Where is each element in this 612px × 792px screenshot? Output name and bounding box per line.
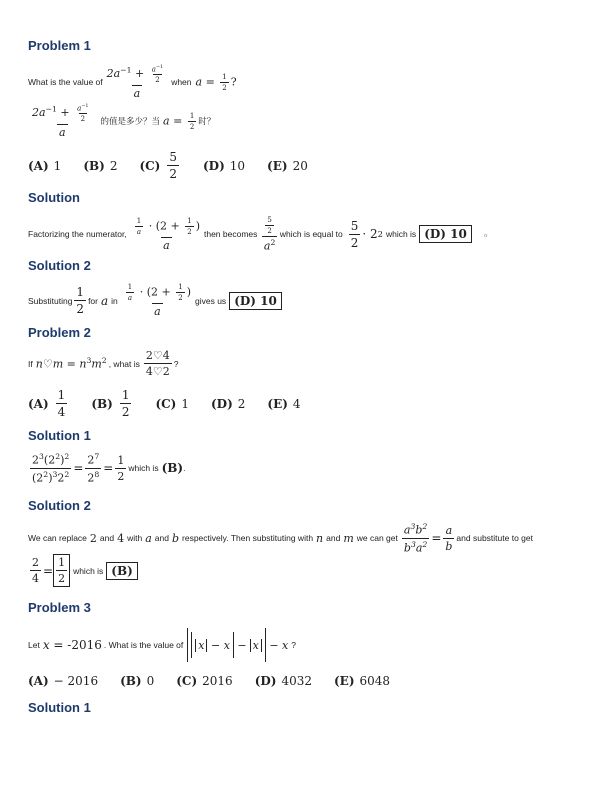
problem1-choice-e: (E) 20 [267, 158, 308, 173]
problem2-question: If n♡m = $n^3m^2$ , what is $\frac{2♡4}{4♡2}$ ? [28, 349, 179, 378]
problem1-question: What is the value of $2a^{-1}$ + $\frac{a^{-1}}{2}$ a when a = $\frac{1}{2}$ ? [28, 64, 237, 101]
problem2-solution2-answer: (B) [106, 562, 138, 580]
problem2-choice-d: (D) 2 [211, 396, 246, 411]
problem2-solution2-heading: Solution 2 [28, 498, 91, 513]
problem1-question-cn-text: 的值是多少？当 [100, 116, 161, 127]
problem2-solution1-heading: Solution 1 [28, 428, 91, 443]
problem1-choices [28, 150, 330, 181]
problem1-solution-heading: Solution [28, 190, 80, 205]
problem1-solution2-text4: gives us [195, 295, 227, 306]
problem2-solution1-which: which is [128, 463, 159, 474]
problem3-question-what: . What is the value of [103, 640, 184, 650]
problem3-choices [28, 674, 412, 688]
problem2-question-what: , what is [108, 358, 140, 369]
problem1-solution-text2: then becomes [203, 229, 258, 240]
problem3-question-value: -2016 [67, 638, 102, 652]
problem3-question-let: Let [28, 640, 40, 650]
problem3-choice-b: (B) 0 [120, 674, 155, 688]
problem1-solution-text1: Factorizing the numerator, [28, 229, 127, 240]
problem1-expression: $2a^{-1}$ + $\frac{a^{-1}}{2}$ a [106, 64, 164, 101]
problem1-solution2-text3: in [111, 295, 118, 306]
problem3-heading: Problem 3 [28, 600, 91, 615]
problem2-solution1-answer: (B) [161, 461, 184, 476]
problem2-solution2-text2: respectively. Then substituting with [182, 533, 314, 544]
problem2-solution2-which: which is [73, 565, 104, 576]
problem1-solution2-heading: Solution 2 [28, 258, 91, 273]
problem2-choices [28, 388, 323, 419]
problem3-choice-d: (D) 4032 [254, 674, 312, 688]
edit-icon[interactable]: ℴ [483, 229, 488, 239]
problem2-solution2-and2: and [154, 533, 169, 544]
problem2-solution2-and3: and [326, 533, 341, 544]
problem1-choice-c: (C) $\frac{5}{2}$ [139, 150, 177, 181]
problem1-solution-text: Factorizing the numerator, $\frac{1}{a}$ · (2 + $\frac{1}{2}$ ) a then becomes $\frac{\frac{5}{2}}{a^2}$ which is equal to $\frac{5}{2}$ · 2 2 which is (D) 10 ℴ [28, 216, 488, 253]
problem1-question-cn: $2a^{-1}$ + $\frac{a^{-1}}{2}$ a 的值是多少？当 a = $\frac{1}{2}$ 时？ [32, 103, 216, 140]
problem1-choice-b: (B) 2 [83, 158, 118, 173]
problem2-choice-e: (E) 4 [267, 396, 301, 411]
problem1-solution-fraction1: $\frac{1}{a}$ · (2 + $\frac{1}{2}$ ) a [136, 216, 200, 252]
problem1-solution2-text1: Substituting [28, 295, 73, 306]
problem2-solution2-text4: and substitute to get [456, 533, 533, 544]
problem3-solution1-heading: Solution 1 [28, 700, 91, 715]
problem1-question-prefix: What is the value of [28, 77, 103, 88]
problem1-solution2-fraction: $\frac{1}{a}$ · (2 + $\frac{1}{2}$ ) a [127, 283, 191, 318]
problem1-choice-a: (A) 1 [28, 158, 62, 173]
problem2-heading: Problem 2 [28, 325, 91, 340]
problem1-solution-fraction2: $\frac{\frac{5}{2}}{a^2}$ [263, 216, 276, 253]
problem3-choice-a: (A) − 2016 [28, 674, 99, 688]
problem3-choice-e: (E) 6048 [334, 674, 391, 688]
problem1-question-when: when [171, 77, 192, 88]
problem1-expression-cn: $2a^{-1}$ + $\frac{a^{-1}}{2}$ a [32, 103, 89, 140]
problem2-choice-a: (A) $\frac{1}{4}$ [28, 388, 66, 419]
problem2-solution1-text: $\frac{2^3(2^2)^2}{(2^2)^32^2}$ = $\frac{2^7}{2^8}$ = $\frac{1}{2}$ which is (B) . [32, 452, 186, 485]
problem2-solution2-text3: we can get [356, 533, 398, 544]
problem1-solution2-answer: (D) 10 [229, 292, 282, 310]
problem2-solution2-text1: We can replace [28, 533, 87, 544]
problem2-question-if: If [28, 358, 33, 369]
problem1-choice-d: (D) 10 [203, 158, 246, 173]
problem2-choice-b: (B) $\frac{1}{2}$ [91, 388, 130, 419]
problem1-question-cn-end: 时？ [198, 116, 216, 127]
problem2-choice-c: (C) 1 [155, 396, 189, 411]
problem1-solution2-text: Substituting $\frac{1}{2}$ for a in $\frac{1}{a}$ · (2 + $\frac{1}{2}$ ) a gives us (D) 10 [28, 283, 282, 318]
problem2-solution2-and1: and [99, 533, 115, 544]
problem2-solution2-with: with [127, 533, 143, 544]
problem1-solution-answer: (D) 10 [419, 225, 472, 243]
problem1-solution2-text2: for [88, 295, 98, 306]
problem2-solution2-result: $\frac{2}{4}$ = $\frac{1}{2}$ which is (B) [28, 554, 138, 587]
problem1-solution-text4: which is [385, 229, 417, 240]
problem1-heading: Problem 1 [28, 38, 91, 53]
problem3-question: Let x = -2016 . What is the value of x − x − x − x ? [28, 628, 296, 662]
problem3-choice-c: (C) 2016 [176, 674, 233, 688]
problem2-solution2-text: We can replace 2 and 4 with a and b respectively. Then substituting with n and m we can get $\frac{a^3b^2}{b^3a^2}$ = $\frac{a}{b}$ and substitute to get [28, 522, 533, 555]
problem1-solution-text3: which is equal to [279, 229, 343, 240]
